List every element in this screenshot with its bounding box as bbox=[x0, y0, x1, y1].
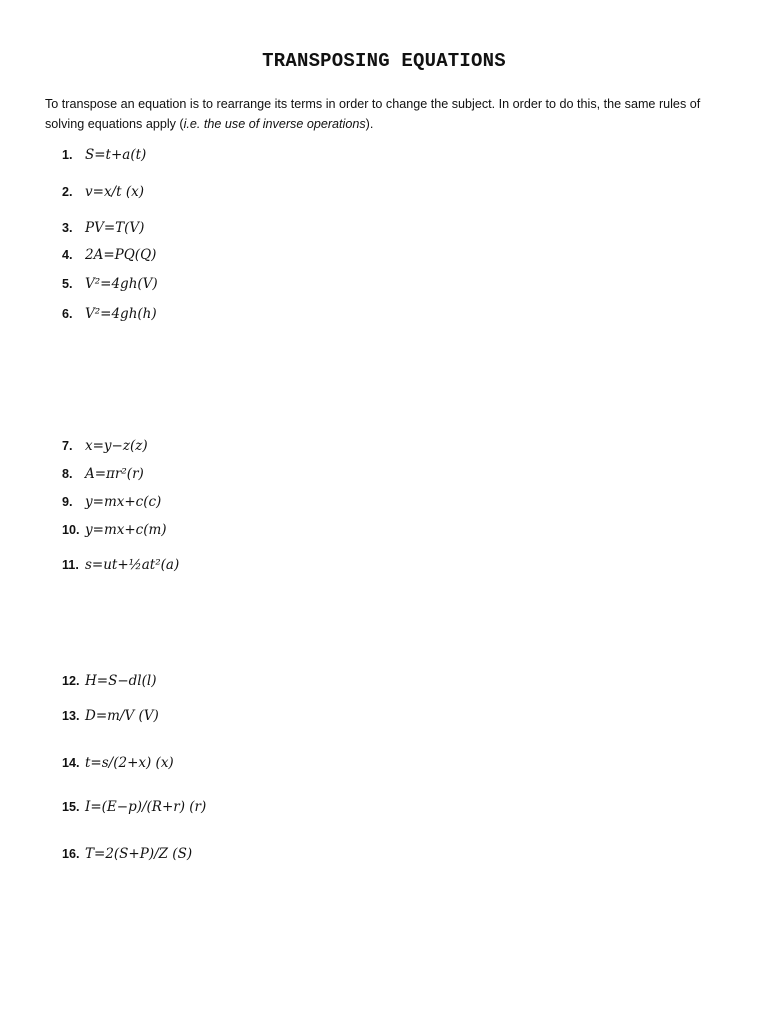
equation-number: 10. bbox=[62, 523, 80, 537]
equation-item-7 bbox=[62, 438, 148, 454]
equation-number: 11. bbox=[62, 558, 79, 572]
equation-text: H=S−dl(l) bbox=[85, 673, 157, 689]
intro-text: To transpose an equation is to rearrange its terms in order to change the subject. In order to do this, the same rules of solving equations apply ( bbox=[45, 97, 701, 131]
equation-text: 2A=PQ(Q) bbox=[85, 247, 157, 263]
intro-italic-text: i.e. the use of inverse operations bbox=[183, 117, 366, 131]
equation-item-9 bbox=[62, 494, 161, 510]
equation-text: A=πr²(r) bbox=[85, 466, 144, 482]
equation-number: 3. bbox=[62, 221, 73, 235]
equation-item-1 bbox=[62, 147, 146, 163]
equation-item-6 bbox=[62, 306, 157, 322]
equation-item-12 bbox=[62, 673, 156, 689]
equation-number: 1. bbox=[62, 148, 73, 162]
equation-text: y=mx+c(m) bbox=[85, 522, 167, 538]
equation-item-3 bbox=[62, 220, 144, 236]
equation-number: 16. bbox=[62, 847, 80, 861]
equation-item-13 bbox=[62, 708, 159, 724]
equation-text: S=t+a(t) bbox=[85, 147, 147, 163]
equation-item-16 bbox=[62, 846, 192, 862]
equation-text: v=x/t (x) bbox=[85, 184, 144, 200]
equation-number: 13. bbox=[62, 709, 80, 723]
equation-text: V²=4gh(V) bbox=[85, 276, 158, 292]
equation-number: 5. bbox=[62, 277, 73, 291]
equation-item-4 bbox=[62, 247, 156, 263]
equation-number: 4. bbox=[62, 248, 73, 262]
equation-text: t=s/(2+x) (x) bbox=[85, 755, 174, 771]
equation-text: D=m/V (V) bbox=[85, 708, 159, 724]
equation-item-15 bbox=[62, 799, 206, 815]
equation-number: 12. bbox=[62, 674, 80, 688]
equation-item-10 bbox=[62, 522, 167, 538]
equation-text: x=y−z(z) bbox=[85, 438, 148, 454]
intro-end-text: ). bbox=[365, 117, 374, 131]
equation-number: 9. bbox=[62, 495, 73, 509]
equation-item-11 bbox=[62, 557, 179, 573]
equation-item-8 bbox=[62, 466, 144, 482]
equation-number: 6. bbox=[62, 307, 73, 321]
equation-item-5 bbox=[62, 276, 158, 292]
equation-number: 8. bbox=[62, 467, 73, 481]
equation-number: 14. bbox=[62, 756, 80, 770]
equation-number: 2. bbox=[62, 185, 73, 199]
equation-text: V²=4gh(h) bbox=[85, 306, 157, 322]
equation-item-14 bbox=[62, 755, 174, 771]
equation-text: y=mx+c(c) bbox=[85, 494, 162, 510]
page-title: TRANSPOSING EQUATIONS bbox=[262, 50, 506, 72]
equation-text: T=2(S+P)/Z (S) bbox=[85, 846, 193, 862]
equation-text: PV=T(V) bbox=[85, 220, 145, 236]
equation-text: I=(E−p)/(R+r) (r) bbox=[85, 799, 207, 815]
equation-number: 15. bbox=[62, 800, 80, 814]
equation-number: 7. bbox=[62, 439, 73, 453]
equation-item-2 bbox=[62, 184, 144, 200]
equation-text: s=ut+½at²(a) bbox=[85, 557, 180, 573]
